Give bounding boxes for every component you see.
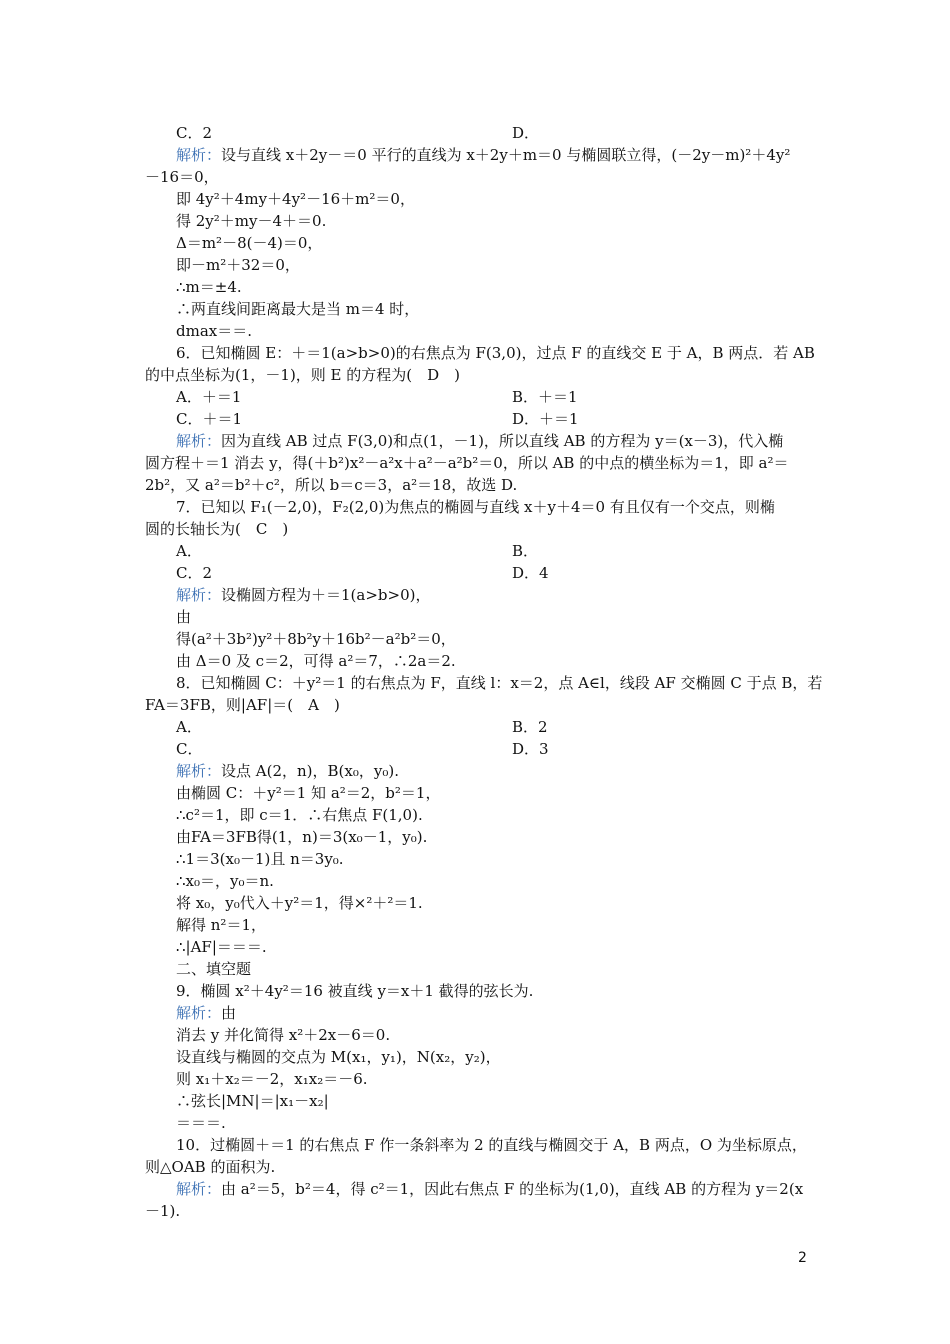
line-text: C．2 xyxy=(176,124,213,142)
text-line xyxy=(176,1090,329,1112)
text-line xyxy=(176,1178,803,1200)
line-text: C．2 xyxy=(176,564,213,582)
analysis-label: 解析： xyxy=(176,1004,222,1022)
line-text: ∴弦长|MN|＝|x₁－x₂| xyxy=(176,1092,329,1110)
line-text: D．4 xyxy=(512,564,549,582)
line-text: ∴m＝±4. xyxy=(176,278,242,296)
text-line xyxy=(176,144,790,166)
line-text: ∴1＝3(x₀－1)且 n＝3y₀. xyxy=(176,850,344,868)
line-text: 9．椭圆 x²＋4y²＝16 被直线 y＝x＋1 截得的弦长为. xyxy=(176,982,534,1000)
line-text: 消去 y 并化简得 x²＋2x－6＝0. xyxy=(176,1026,391,1044)
text-line xyxy=(176,1002,236,1024)
text-line xyxy=(176,760,399,782)
text-line xyxy=(512,540,538,562)
line-text: －1). xyxy=(145,1202,181,1220)
line-text: 由 xyxy=(221,1004,237,1022)
line-text: 7．已知以 F₁(－2,0)，F₂(2,0)为焦点的椭圆与直线 x＋y＋4＝0 有且仅有一个交点，则椭 xyxy=(176,498,775,516)
line-text: 解得 n²＝1， xyxy=(176,916,266,934)
text-line xyxy=(176,122,212,144)
line-text: B．2 xyxy=(512,718,548,736)
line-text: 2b²，又 a²＝b²＋c²，所以 b＝c＝3，a²＝18，故选 D. xyxy=(145,476,518,494)
line-text: 设点 A(2，n)，B(x₀，y₀). xyxy=(221,762,399,780)
line-text: C． xyxy=(176,740,203,758)
analysis-label: 解析： xyxy=(176,146,222,164)
line-text: 则△OAB 的面积为. xyxy=(145,1158,276,1176)
line-text: 由 Δ＝0 及 c＝2，可得 a²＝7，∴2a＝2. xyxy=(176,652,456,670)
line-text: D．＋＝1 xyxy=(512,410,579,428)
text-line xyxy=(176,782,440,804)
line-text: ＝＝＝. xyxy=(176,1114,226,1132)
line-text: 由 a²＝5，b²＝4，得 c²＝1，因此右焦点 F 的坐标为(1,0)，直线 AB 的方程为 y＝2(x xyxy=(221,1180,804,1198)
text-line xyxy=(176,606,191,628)
line-text: ∴x₀＝，y₀＝n. xyxy=(176,872,274,890)
text-line xyxy=(145,166,219,188)
text-line xyxy=(176,804,423,826)
line-text: 则 x₁＋x₂＝－2，x₁x₂＝－6. xyxy=(176,1070,368,1088)
line-text: 二、填空题 xyxy=(176,960,252,978)
line-text: ∴|AF|＝＝＝. xyxy=(176,938,267,956)
text-line xyxy=(145,364,460,386)
line-text: D．3 xyxy=(512,740,549,758)
text-line xyxy=(176,496,775,518)
line-text: 将 x₀，y₀代入＋y²＝1，得×²＋²＝1. xyxy=(176,894,423,912)
text-line xyxy=(176,584,431,606)
text-line xyxy=(176,276,242,298)
text-line xyxy=(176,672,822,694)
line-text: 圆方程＋＝1 消去 y，得(＋b²)x²－a²x＋a²－a²b²＝0，所以 AB 的中点的横坐标为＝1，即 a²＝ xyxy=(145,454,789,472)
text-line xyxy=(176,408,242,430)
line-text: 10．过椭圆＋＝1 的右焦点 F 作一条斜率为 2 的直线与椭圆交于 A，B 两点，O 为坐标原点， xyxy=(176,1136,807,1154)
line-text: 设与直线 x＋2y－＝0 平行的直线为 x＋2y＋m＝0 与椭圆联立得，(－2y－m)²＋4y² xyxy=(221,146,791,164)
text-line xyxy=(176,870,274,892)
line-text: 圆的长轴长为( C ) xyxy=(145,520,289,538)
text-line xyxy=(176,738,202,760)
line-text: ∴c²＝1，即 c＝1．∴右焦点 F(1,0). xyxy=(176,806,423,824)
line-text: B． xyxy=(512,542,539,560)
text-line xyxy=(145,474,517,496)
text-line xyxy=(512,738,549,760)
line-text: ∴两直线间距离最大是当 m＝4 时， xyxy=(176,300,420,318)
text-line xyxy=(176,1112,226,1134)
line-text: A． xyxy=(176,718,202,736)
line-text: 设直线与椭圆的交点为 M(x₁，y₁)，N(x₂，y₂)， xyxy=(176,1048,501,1066)
line-text: 的中点坐标为(1，－1)，则 E 的方程为( D ) xyxy=(145,366,461,384)
text-line xyxy=(176,386,241,408)
text-line xyxy=(512,408,579,430)
text-line xyxy=(176,1046,501,1068)
text-line xyxy=(176,848,344,870)
text-line xyxy=(176,936,267,958)
text-line xyxy=(176,540,202,562)
line-text: 因为直线 AB 过点 F(3,0)和点(1，－1)，所以直线 AB 的方程为 y＝(x－3)，代入椭 xyxy=(221,432,784,450)
text-line xyxy=(176,342,815,364)
text-line xyxy=(176,716,202,738)
line-text: 即 4y²＋4my＋4y²－16＋m²＝0， xyxy=(176,190,415,208)
text-line xyxy=(512,122,539,144)
text-line xyxy=(176,980,533,1002)
text-line xyxy=(176,430,783,452)
line-text: 由椭圆 C：＋y²＝1 知 a²＝2，b²＝1， xyxy=(176,784,441,802)
line-text: A． xyxy=(176,542,202,560)
analysis-label: 解析： xyxy=(176,586,222,604)
analysis-label: 解析： xyxy=(176,1180,222,1198)
text-line xyxy=(145,452,789,474)
line-text: Δ＝m²－8(－4)＝0， xyxy=(176,234,323,252)
line-text: 由 xyxy=(176,608,192,626)
text-line xyxy=(176,188,415,210)
text-line xyxy=(176,826,427,848)
text-line xyxy=(512,716,548,738)
text-line xyxy=(176,914,266,936)
text-line xyxy=(176,958,251,980)
text-line xyxy=(145,1156,275,1178)
text-line xyxy=(176,298,419,320)
line-text: 设椭圆方程为＋＝1(a>b>0)， xyxy=(221,586,431,604)
line-text: 得(a²＋3b²)y²＋8b²y＋16b²－a²b²＝0， xyxy=(176,630,456,648)
text-line xyxy=(512,562,549,584)
line-text: 得 2y²＋my－4＋＝0. xyxy=(176,212,327,230)
line-text: dmax＝＝. xyxy=(176,322,252,340)
text-line xyxy=(145,518,288,540)
text-line xyxy=(176,1134,807,1156)
text-line xyxy=(176,320,252,342)
line-text: 由FA＝3FB得(1，n)＝3(x₀－1，y₀). xyxy=(176,828,428,846)
text-line xyxy=(176,562,212,584)
line-text: B．＋＝1 xyxy=(512,388,578,406)
text-line xyxy=(176,254,300,276)
text-line xyxy=(145,694,340,716)
analysis-label: 解析： xyxy=(176,762,222,780)
line-text: D． xyxy=(512,124,540,142)
text-line xyxy=(176,1068,368,1090)
line-text: C．＋＝1 xyxy=(176,410,243,428)
text-line xyxy=(176,892,423,914)
text-line xyxy=(176,232,322,254)
line-text: 8．已知椭圆 C：＋y²＝1 的右焦点为 F，直线 l：x＝2，点 A∈l，线段 AF 交椭圆 C 于点 B，若 xyxy=(176,674,823,692)
line-text: 即－m²＋32＝0， xyxy=(176,256,300,274)
text-line xyxy=(176,650,456,672)
line-text: FA＝3FB，则|AF|＝( A ) xyxy=(145,696,340,714)
analysis-label: 解析： xyxy=(176,432,222,450)
text-line xyxy=(176,1024,390,1046)
text-line xyxy=(512,386,578,408)
text-line xyxy=(176,628,456,650)
text-line xyxy=(176,210,326,232)
line-text: 6．已知椭圆 E：＋＝1(a>b>0)的右焦点为 F(3,0)，过点 F 的直线交 E 于 A，B 两点．若 AB xyxy=(176,344,815,362)
line-text: A．＋＝1 xyxy=(176,388,242,406)
line-text: －16＝0， xyxy=(145,168,219,186)
text-line xyxy=(145,1200,180,1222)
page-number: 2 xyxy=(798,1250,807,1266)
